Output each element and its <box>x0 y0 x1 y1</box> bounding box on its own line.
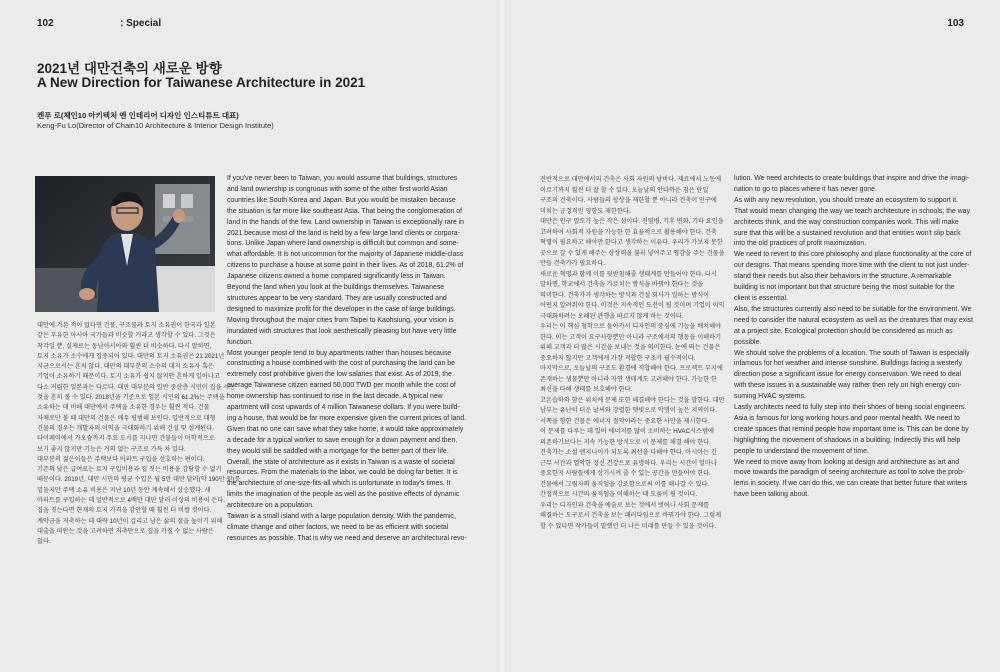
text-line: 때문이다. 2019년, 대만 시민의 평균 수입은 월 5만 대만 달러(약 190만 원)를 <box>37 476 241 484</box>
english-column-left <box>227 174 467 545</box>
text-line: home ownership has continued to rise in the last decade. A typical new <box>227 393 443 401</box>
text-line: 마지막으로, 오늘날의 구조도 환경에 적합해야 한다. 프로젝트 부지에 <box>540 365 723 372</box>
text-line: they would still be saddled with a mortgage for the better part of their life. <box>227 447 449 455</box>
text-line: highlighting the movement of shadows in a building. Indirectly this will help <box>734 436 961 444</box>
text-line: inundated with structures that look aesthetically pleasing but have very little <box>227 327 457 335</box>
text-line: infamous for hot weather and intense sunshine. Buildings facing a westerly <box>734 360 962 368</box>
text-line: 건축가는 소설 엔지니어가 되도록 최선을 다해야 한다. 아시아는 긴 <box>540 449 717 456</box>
text-line: 소유하는 데 비해 대만에서 주택을 소유한 경우는 훨씬 적다. 건물 <box>37 404 210 412</box>
text-line: tions. Unlike Japan where land ownership is difficult but common and some- <box>227 240 459 248</box>
text-line: That would mean changing the way we teach architecture in schools; the way <box>734 207 970 215</box>
text-line: with these issues in a sustainable way rather then rely on high energy con- <box>734 382 962 390</box>
text-line: We should solve the problems of a location. The south of Taiwan is especially <box>734 349 970 357</box>
text-line: create spaces that remind people how important time is. This can be done by <box>734 425 969 433</box>
text-line: 타이페이에서 가오슝까지 주요 도시를 지나면 건물들이 미학적으로 <box>37 435 215 443</box>
author-korean: 켄푸 로(체인10 아키텍처 앤 인테리어 디자인 인스티튜트 대표) <box>37 111 239 120</box>
text-line: what affordable. It is not uncommon for the majority of Japanese middle-class <box>227 251 464 259</box>
text-line: architects think, and the way construction companies work. This will make <box>734 218 959 226</box>
text-line: countries like South Korea and Japan. But you would be mistaken because <box>227 196 456 204</box>
text-line: our designs. That means spending more time with the client to not just under- <box>734 262 970 270</box>
text-line: 대출을 떠안는 것을 고려하면 저축만으로 집을 가질 수 없는 사람은 <box>37 527 214 535</box>
text-line: As with any new revolution, you should create an ecosystem to support it. <box>734 196 959 204</box>
text-line: apartment will cost upwards of 4 million Taiwanese dollars. If you were build- <box>227 404 460 412</box>
text-line: 구조의 건축이다. 사람들의 상상을 제한할 뿐 아니라 건축이 인구에 <box>540 197 717 204</box>
text-line: 전반적으로 대만에서의 건축은 사회 자원의 낭비다. 재료에서 노동에 <box>540 176 722 183</box>
text-line: 미치는 긍정적인 영향도 제한한다. <box>540 207 631 215</box>
text-line: 남부는 유난히 더운 날씨와 강렬한 햇빛으로 악명이 높은 지역이다. <box>540 407 717 414</box>
text-line: Moving throughout the major cities from Taipei to Kaohsiung, your vision is <box>227 316 454 324</box>
text-line: 대만에 가본 적이 없다면 건물, 구조물과 토지 소유권이 한국과 일본 <box>37 322 216 329</box>
text-line: at a project site. Ecological protection should be considered as much as <box>734 327 953 335</box>
text-line: 자체로만 볼 때 대만의 건물은 매우 평범해 보인다. 일반적으로 대형 <box>37 414 216 422</box>
text-line: 건물의 경우는 개발자의 이익을 극대화하기 위해 건설 및 설계된다. <box>37 424 214 432</box>
text-line: 최선을 다해 생태를 보호해야 한다. <box>540 386 633 393</box>
text-line: limits the imagination of the people as well as the positive effects of dynamic <box>227 491 460 499</box>
text-line: building is not important but that structure being the most suitable for the <box>734 284 955 292</box>
text-line: into the old practices of profit maximization. <box>734 240 867 248</box>
text-line: Overall, the state of architecture as it exists in Taiwan is a waste of societal <box>227 458 455 466</box>
text-line: 지금으로서는 흔치 않다. 대만의 대부분의 소수의 대지 소유자 혹은 <box>37 363 214 371</box>
text-line: sure that this will be a sustained revolution and that entities won't slip back <box>734 229 961 237</box>
text-line: client is essential. <box>734 294 789 302</box>
author-english: Keng-Fu Lo(Director of Chain10 Architecture & Interior Design Institute) <box>37 121 274 130</box>
text-line: the architecture of one-size-fits-all which is unfortunate in today's times. It <box>227 480 451 488</box>
text-line: extremely cost prohibitive given the low salaries that exist. As of 2019, the <box>227 371 452 379</box>
text-line: 한다. 이는 고객이 요구사항뿐만 아니라 구조에서의 행동을 이해하기 <box>540 333 722 341</box>
text-line: Japanese citizens owned a home compared significantly less in Taiwan. <box>227 273 446 281</box>
text-line: resources. From the materials to the labor, we could be doing far better. It is <box>227 469 458 477</box>
text-line: resources as possible. That is why we need and deserve an architectural revo- <box>227 534 467 542</box>
text-line: Also, the structures currently also need to be suitable for the environment. We <box>734 305 972 313</box>
text-line: 이 문제를 다루는 데 있어 에너지를 많이 소비하는 HVAC시스템에 <box>540 428 714 435</box>
text-line: the situation is far more like southeast Asia. That being the conglomeration of <box>227 207 463 215</box>
text-line: 대부분의 젊은이들은 주택보다 아파트 구입을 선호하는 편이다. <box>37 455 205 463</box>
text-line: 우리는 이 핵심 철학으로 돌아가서 디자인의 중심에 기능을 배치해야 <box>540 323 722 330</box>
text-line: land in the hands of the few. Land ownership in Taiwan is exceptionally rare in <box>227 218 464 226</box>
text-line: 말하면, 학교에서 건축을 가르치는 방식을 바꿔야 한다는 것을 <box>540 281 704 288</box>
text-line: 토지 소유가 소수에게 집중되어 있다. 대만의 토지 소유권은 21 2021년 <box>37 352 225 360</box>
text-line: 계약금을 저축하는 데 대략 10년이 걸리고 남은 삶의 절을 높이기 위해 <box>37 517 223 525</box>
text-line: ing a house, that would be far more expensive given the current prices of land. <box>227 414 467 422</box>
text-line: Lastly architects need to fully step into their shoes of being social engineers. <box>734 404 967 412</box>
text-line: 건물에서 그림자의 움직임을 강조함으로써 이를 해나갈 수 있다. <box>540 480 710 488</box>
text-line: 착각일 뿐, 실제로는 동남아시아와 훨씬 더 비슷하다. 다시 말하면, <box>37 342 212 350</box>
text-line: average Taiwanese citizen earned 50,000 TWD per month while the cost of <box>227 382 456 390</box>
text-line: stand their needs but also their behaviors in the structure. A remarkable <box>734 273 952 281</box>
text-line: 다소 저렴한 일본과는 다르다. 대만 대부분의 일반 중산층 시민이 집을 사는 <box>37 383 236 391</box>
text-line: designed to maximize profit for the developer in the case of large buildings. <box>227 305 456 313</box>
text-line: 존재하는 생물뿐만 아니라 자연 생태계도 고려해야 한다. 가능한 한 <box>540 375 717 383</box>
text-line: 의존하기보다는 지속 가능한 방식으로 이 문제를 해결 해야 한다. <box>540 438 711 446</box>
text-line: and land ownership is congruous with some of the other first world Asian <box>227 185 448 193</box>
text-line: climate change and other factors, we need to be as efficient with societal <box>227 524 449 531</box>
text-line: citizens to purchase a house at some point in their lives. As of 2018, 61.2% of <box>227 262 464 270</box>
text-line: 것을 흔히 볼 수 있다. 2018년을 기준으로 일본 시민의 61.2%는 주택을 <box>37 394 225 402</box>
text-line: lems in society. If we can do this, we can create that better future that writers <box>734 480 968 488</box>
text-line: 기업이 소유하기 때문이다. 토지 소유가 쉽지 않지만 흔하게 일어나고 <box>37 373 220 381</box>
text-line: direction pose a significant issue for energy conservation. We need to deal <box>734 371 962 379</box>
page-number-left: 102 <box>37 18 54 29</box>
text-line: 집을 짓는다면 현재의 토지 가격을 감안할 때 훨씬 더 비쌀 것이다. <box>37 507 212 515</box>
text-line: 서쪽을 향한 건물은 에너지 절약이라는 중요한 사안을 제시한다. <box>540 417 710 425</box>
text-line: 아파트를 구입하는 데 일반적으로 4백만 대만 달러 이상의 비용이 든다. <box>37 497 225 505</box>
text-line: 기존의 낮은 급여로는 토지 구입비용과 집 짓는 비용을 감당할 수 없기 <box>37 466 222 474</box>
text-line: 곳으로 갈 수 있게 해주는 상상력을 불러 넣어주고 영감을 주는 건물을 <box>540 249 725 257</box>
page-number-right: 103 <box>947 18 964 29</box>
author-photo-illustration <box>35 176 215 312</box>
text-line: 위해 고객과 더 많은 시간을 보내는 것을 의미한다. 눈에 띄는 건물은 <box>540 344 721 351</box>
text-line: constructing a house combined with the cost of purchasing the land can be <box>227 360 455 368</box>
text-line: We need to move away from looking at design and architecture as art and <box>734 458 960 466</box>
text-line: Beyond the land when you look at the buildings themselves. Taiwanese <box>227 284 445 292</box>
text-line: 고려하여 사회적 자원을 가능한 한 효율적으로 활용해야 한다. 건축 <box>540 228 717 236</box>
text-line: 할 수 있다면 작가들이 말했던 더 나은 미래를 만들 수 있을 것이다. <box>540 522 717 530</box>
text-line: 근무 시간과 열악한 정신 건강으로 유명하다. 우리는 시간이 얼마나 <box>540 459 717 467</box>
article-title-korean: 2021년 대만건축의 새로운 방향 <box>37 61 222 76</box>
text-line: need to consider the natural ecosystem as well as the creatures that may exist <box>734 316 973 324</box>
english-column-right <box>734 174 973 501</box>
text-line: 2021 because most of the land is held by a few large land clients or corpora- <box>227 229 460 237</box>
text-line: 간접적으로 시간의 움직임을 이해하는 데 도움이 될 것이다. <box>540 491 698 498</box>
page-gutter <box>497 0 507 672</box>
text-line: have been talking about. <box>734 491 810 499</box>
text-line: 없다. <box>37 538 51 546</box>
text-line: move towards the paradigm of seeing architecture as tool to solve the prob- <box>734 469 965 477</box>
text-line: 의미한다. 건축가가 생각하는 방식과 건설 회사가 일하는 방식이 <box>540 291 710 299</box>
korean-column-right <box>540 175 725 532</box>
text-line: people to understand the movement of time. <box>734 447 869 455</box>
article-title-english: A New Direction for Taiwanese Architecture in 2021 <box>37 75 366 90</box>
text-line: 같은 부유한 아시아 국가들과 비슷할 거라고 생각할 수 있다. 그것은 <box>37 332 216 340</box>
text-line: Most younger people tend to buy apartments rather than houses because <box>227 349 452 357</box>
text-line: function. <box>227 338 254 346</box>
text-line: 해결하는 도구로서 건축을 보는 패러다임으로 바꿔가야 한다. 그렇게 <box>540 512 722 519</box>
section-label: : Special <box>120 18 162 29</box>
text-line: If you've never been to Taiwan, you would assume that buildings, structures <box>227 175 458 182</box>
text-line: architecture on a population. <box>227 502 314 510</box>
text-line: suming HVAC systems. <box>734 393 806 401</box>
text-line: 대만은 인구 밀도가 높은 작은 섬이다. 전염병, 기후 변화, 기타 요인을 <box>540 218 724 225</box>
text-line: Taiwan is a small island with a large population density. With the pandemic, <box>227 513 456 521</box>
text-line: Given that no one can save what they take home, it would take approximately <box>227 425 464 433</box>
text-line: 밑돌지만 주택 소유 비용은 지난 10년 동안 계속해서 상승했다. 새 <box>37 486 211 494</box>
text-line: 중요한지 사람들에게 상기시켜 줄 수 있는 공간을 만들어야 한다. <box>540 470 711 477</box>
text-line: 이르기까지 훨씬 더 잘 할 수 있다. 오늘날의 안타까운 점은 단일 <box>540 186 709 194</box>
text-line: 보기 좋지 않지만 기능은 거의 없는 구조로 가득 차 있다. <box>37 445 186 453</box>
text-line: We need to revert to this core philosophy and place functionality at the core of <box>734 251 972 259</box>
text-line: 우리는 디자인과 건축을 예술로 보는 것에서 벗어나 사회 문제를 <box>540 501 710 509</box>
text-line: 만들 건축가가 필요하다. <box>540 260 605 267</box>
text-line: nation to go to places where it has never gone. <box>734 185 877 193</box>
text-line: Asia is famous for long working hours and poor mental health. We need to <box>734 414 960 422</box>
author-photo <box>35 176 215 312</box>
text-line: 혁명이 필요하고 해야만 한다고 생각하는 이유다. 우리가 가보지 못한 <box>540 239 723 246</box>
text-line: 중요하지 않지만 고객에게 가장 적합한 구조가 필수적이다. <box>540 354 696 362</box>
text-line: 고온습하와 함은 위치에 문제 또한 해결해야 한다는 것을 말한다. 대만 <box>540 396 725 404</box>
text-line: lution. We need architects to create buildings that inspire and drive the imagi- <box>734 175 970 182</box>
text-line: 새로운 혁명과 함께 이를 뒷받침해줄 생태계를 만들어야 한다. 다시 <box>540 270 717 278</box>
text-line: 극대화하려는 오래된 관행을 따르지 않게 하는 것이다. <box>540 312 684 320</box>
text-line: a decade for a typical worker to save enough for a down payment and then, <box>227 436 458 444</box>
text-line: structures appear to be very standard. They are usually constructed and <box>227 294 447 302</box>
text-line: 어떤지 알려줘야 한다. 이것은 지속적인 도전이 될 것이며 기업이 이익 <box>540 302 725 309</box>
text-line: possible. <box>734 338 762 346</box>
